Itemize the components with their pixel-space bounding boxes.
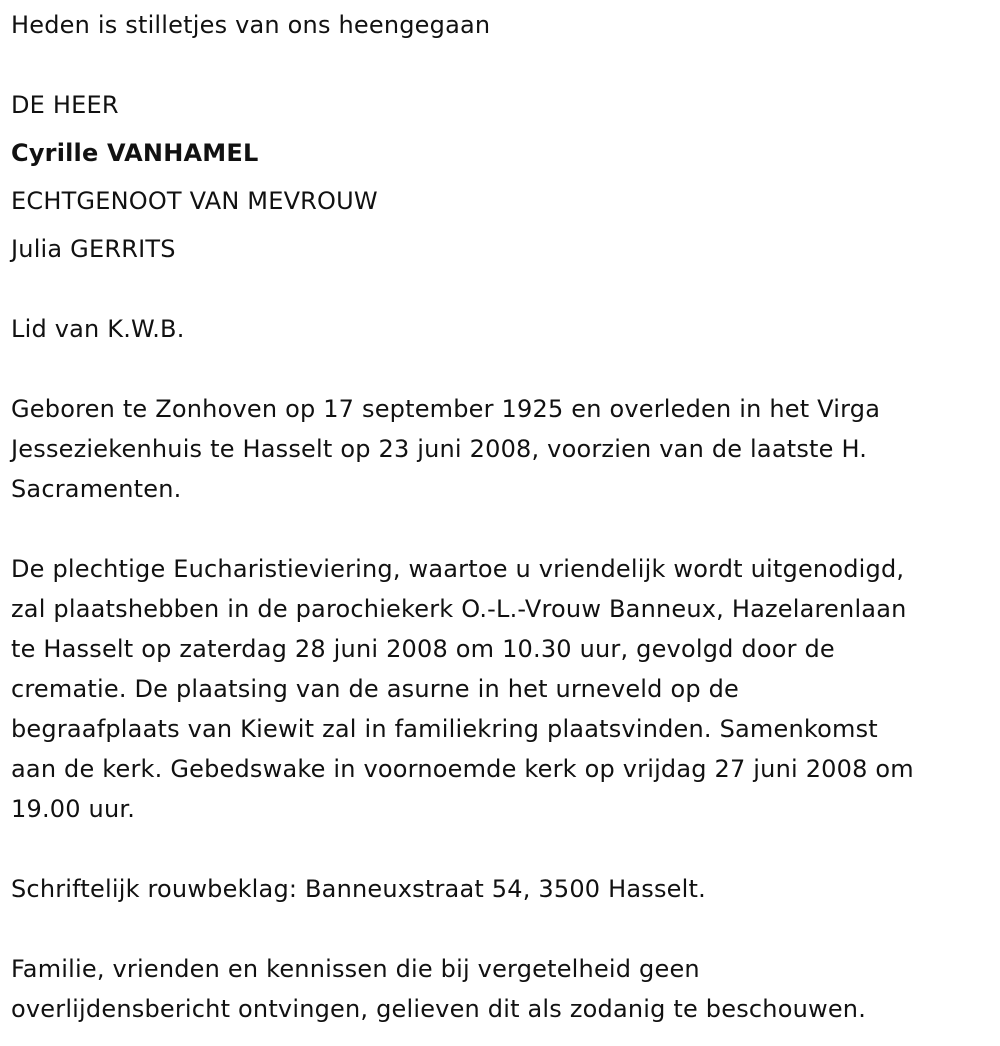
birth-death-line: Geboren te Zonhoven op 17 september 1925 en overleden in het Virga [11, 395, 881, 423]
birth-death-line: Jesseziekenhuis te Hasselt op 23 juni 2008, voorzien van de laatste H. [11, 435, 868, 463]
closing-line: overlijdensbericht ontvingen, gelieven dit als zodanig te beschouwen. [11, 995, 867, 1023]
condolences-text: Schriftelijk rouwbeklag: Banneuxstraat 54, 3500 Hasselt. [11, 875, 706, 903]
spouse-name: Julia GERRITS [11, 235, 176, 263]
ceremony-line: zal plaatshebben in de parochiekerk O.-L.-Vrouw Banneux, Hazelarenlaan [11, 595, 907, 623]
ceremony-line: te Hasselt op zaterdag 28 juni 2008 om 10.30 uur, gevolgd door de [11, 635, 835, 663]
spouse-label: ECHTGENOOT VAN MEVROUW [11, 187, 378, 215]
ceremony-line: begraafplaats van Kiewit zal in familiekring plaatsvinden. Samenkomst [11, 715, 878, 743]
closing-line: Familie, vrienden en kennissen die bij vergetelheid geen [11, 955, 700, 983]
deceased-name: Cyrille VANHAMEL [11, 139, 259, 167]
birth-death-line: Sacramenten. [11, 475, 182, 503]
honorific-title: DE HEER [11, 91, 119, 119]
ceremony-line: crematie. De plaatsing van de asurne in het urneveld op de [11, 675, 739, 703]
ceremony-line: De plechtige Eucharistieviering, waartoe u vriendelijk wordt uitgenodigd, [11, 555, 905, 583]
membership-text: Lid van K.W.B. [11, 315, 185, 343]
intro-text: Heden is stilletjes van ons heengegaan [11, 11, 491, 39]
ceremony-line: aan de kerk. Gebedswake in voornoemde kerk op vrijdag 27 juni 2008 om [11, 755, 914, 783]
ceremony-line: 19.00 uur. [11, 795, 136, 823]
